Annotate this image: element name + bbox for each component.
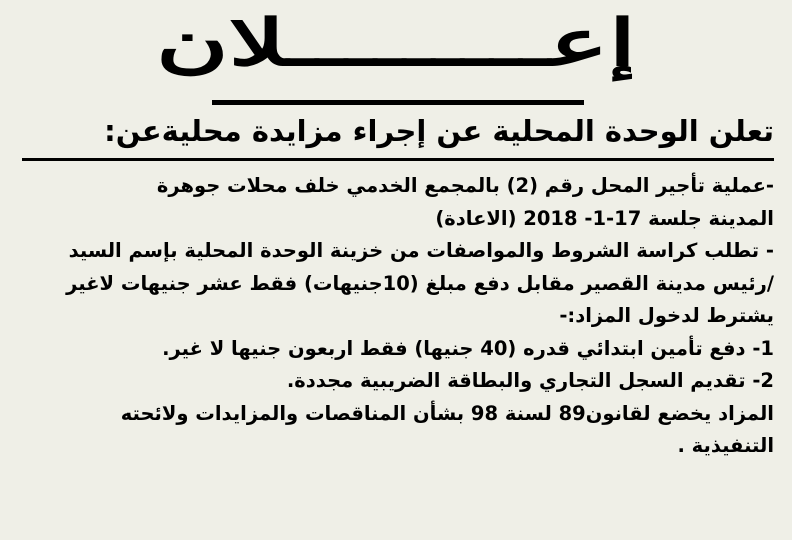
body-line: المدينة جلسة 17-1- 2018 (الاعادة) xyxy=(435,206,774,230)
body-line: - تطلب كراسة الشروط والمواصفات من خزينة الوحدة المحلية بإسم السيد xyxy=(68,239,774,262)
body-line: /رئيس مدينة القصير مقابل دفع مبلغ (10جنيهات) فقط عشر جنيهات لاغير xyxy=(66,271,774,295)
subtitle-underline xyxy=(22,158,774,161)
body-line: يشترط لدخول المزاد:- xyxy=(559,304,774,327)
body-line: 1- دفع تأمين ابتدائي قدره (40 جنيها) فقط اربعون جنيها لا غير. xyxy=(162,336,774,360)
body-line: 2- تقديم السجل التجاري والبطاقة الضريبية مجددة. xyxy=(286,369,774,392)
announcement-title: إعـــــــــلان xyxy=(155,6,637,81)
announcement-body xyxy=(18,170,774,463)
title-underline xyxy=(212,100,584,105)
body-line: المزاد يخضع لقانون89 لسنة 98 بشأن المناقصات والمزايدات ولائحته xyxy=(120,401,774,425)
body-line: -عملية تأجير المحل رقم (2) بالمجمع الخدمي خلف محلات جوهرة xyxy=(156,174,774,197)
body-line: التنفيذية . xyxy=(677,434,774,457)
announcement-subtitle: تعلن الوحدة المحلية عن إجراء مزايدة محليةعن: xyxy=(104,114,774,148)
